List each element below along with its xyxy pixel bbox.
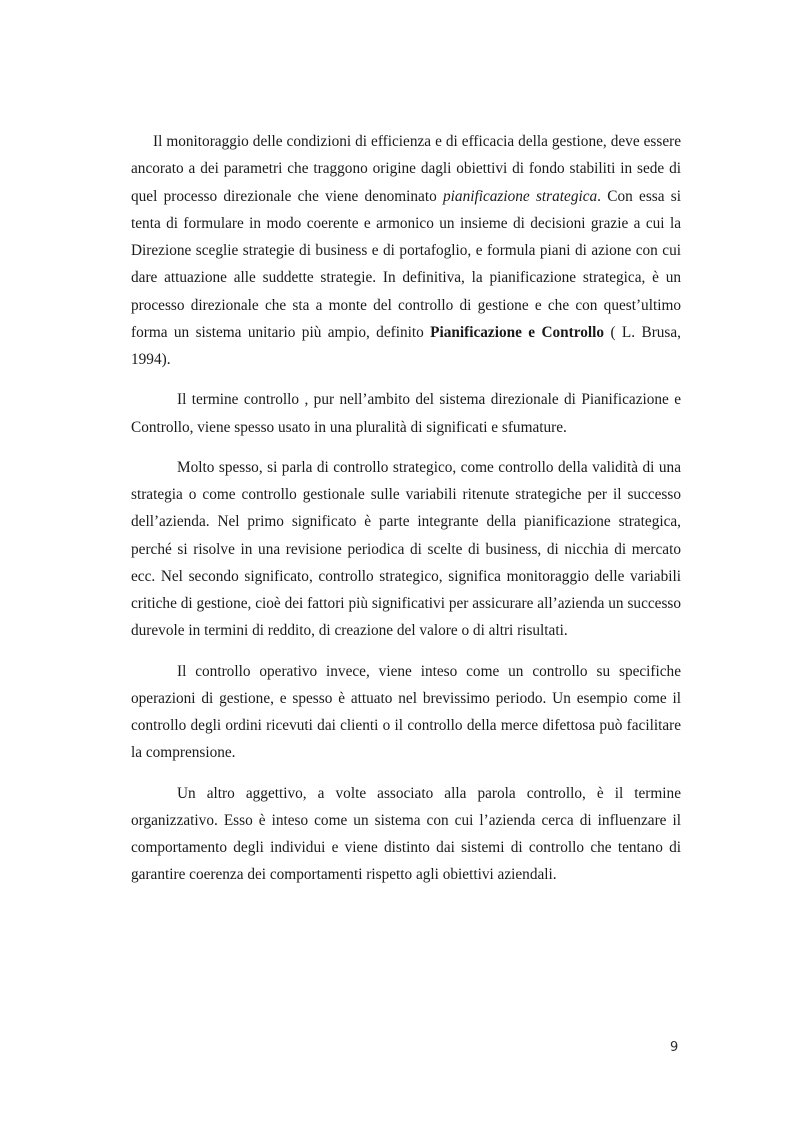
bold-term: Pianificazione e Controllo — [430, 323, 605, 341]
italic-term: pianificazione strategica — [443, 187, 598, 205]
paragraph-controllo-operativo: Il controllo operativo invece, viene inteso come un controllo su specifiche operazioni di gestione, e spesso è attuato nel brevissimo periodo. Un esempio come il controllo degli ordini ricevuti dai clienti o il controllo della merce difettosa può facilitare la comprensione. — [131, 662, 681, 762]
page-number: 9 — [670, 1040, 679, 1055]
paragraph-termine-controllo: Il termine controllo , pur nell’ambito del sistema direzionale di Pianificazione e Controllo, viene spesso usato in una pluralità di significati e sfumature. — [131, 391, 681, 436]
paragraph-text: Il monitoraggio delle condizioni di efficienza e di efficacia della gestione, deve essere ancorato a dei parametri che traggono origine dagli obiettivi di fondo stabiliti in sede di quel processo direzionale che viene denominato — [131, 133, 681, 205]
paragraph-controllo-organizzativo: Un altro aggettivo, a volte associato alla parola controllo, è il termine organizzativo. Esso è inteso come un sistema con cui l’azienda cerca di influenzare il comportamento degli individui e viene distinto dai sistemi di controllo che tentano di garantire coerenza dei comportamenti rispetto agli obiettivi aziendali. — [131, 784, 681, 884]
body-text — [131, 128, 681, 889]
paragraph-text: . Con essa si tenta di formulare in modo coerente e armonico un insieme di decisioni grazie a cui la Direzione sceglie strategie di business e di portafoglio, e formula piani di azione con cui dare attuazione alle suddette strategie. In definitiva, la pianificazione strategica, è un processo direzionale che sta a monte del controllo di gestione e che con quest’ultimo forma un sistema unitario più ampio, definito — [131, 187, 682, 341]
citation-text: ( L. Brusa, 1994). — [131, 323, 681, 368]
paragraph-controllo-strategico: Molto spesso, si parla di controllo strategico, come controllo della validità di una strategia o come controllo gestionale sulle variabili ritenute strategiche per il successo dell’azienda. Nel primo significato è parte integrante della pianificazione strategica, perché si risolve in una revisione periodica di scelte di business, di nicchia di mercato ecc. Nel secondo significato, controllo strategico, significa monitoraggio delle variabili critiche di gestione, cioè dei fattori più significativi per assicurare all’azienda un successo durevole in termini di reddito, di creazione del valore o di altri risultati. — [131, 458, 681, 640]
paragraph-pianificazione-strategica — [131, 128, 681, 373]
